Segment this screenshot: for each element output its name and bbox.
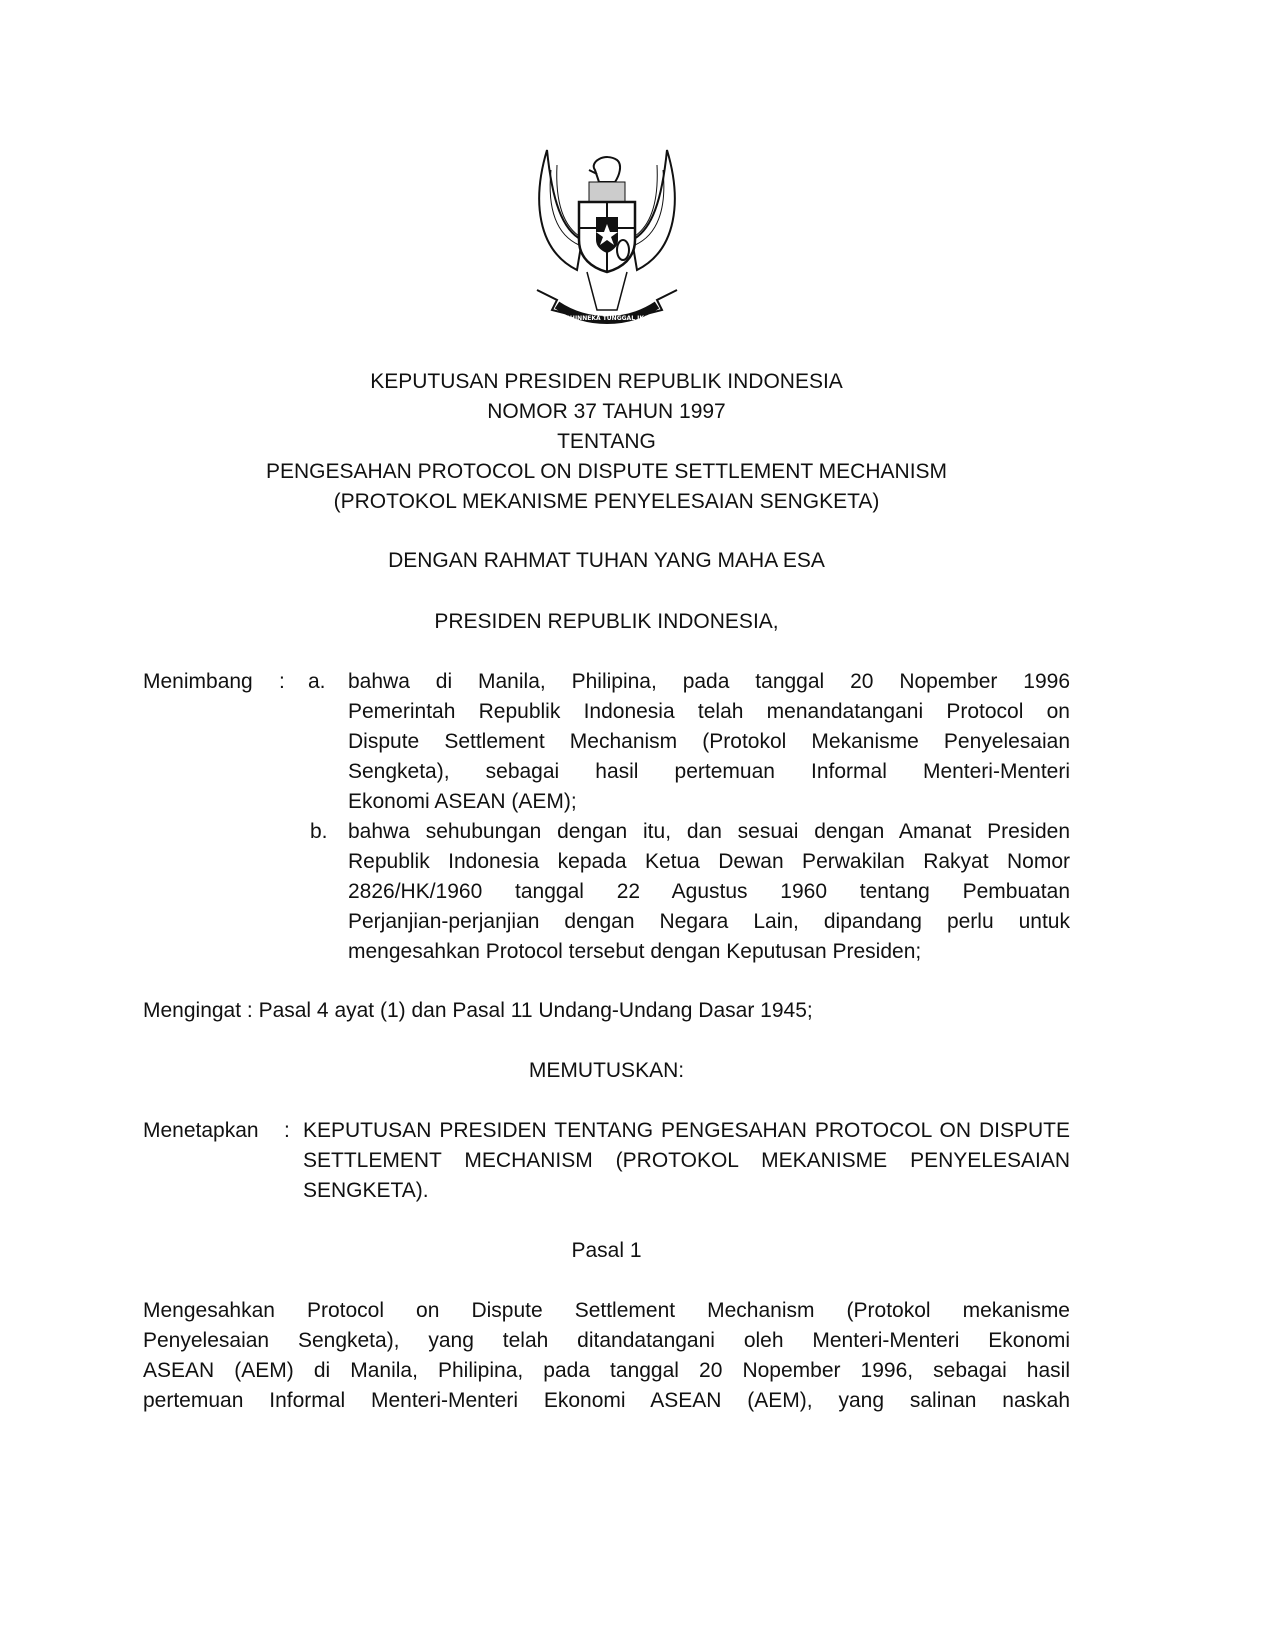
menimbang-label: Menimbang xyxy=(143,670,253,693)
title-subject-translation: (PROTOKOL MEKANISME PENYELESAIAN SENGKETA) xyxy=(333,490,880,513)
text-line: SETTLEMENT MECHANISM (PROTOKOL MEKANISME PENYELESAIAN xyxy=(303,1149,1070,1172)
menimbang-item-a xyxy=(348,667,1070,817)
memutuskan-heading: MEMUTUSKAN: xyxy=(528,1059,685,1082)
garuda-pancasila-emblem xyxy=(527,140,687,340)
title-line: KEPUTUSAN PRESIDEN REPUBLIK INDONESIA xyxy=(370,370,843,393)
menimbang-colon: : xyxy=(279,670,285,693)
text-line: bahwa di Manila, Philipina, pada tanggal 20 Nopember 1996 xyxy=(348,670,1070,693)
text-line: Perjanjian-perjanjian dengan Negara Lain, dipandang perlu untuk xyxy=(348,910,1070,933)
invocation: DENGAN RAHMAT TUHAN YANG MAHA ESA xyxy=(388,549,825,572)
title-subject: PENGESAHAN PROTOCOL ON DISPUTE SETTLEMENT MECHANISM xyxy=(265,460,948,483)
text-line: KEPUTUSAN PRESIDEN TENTANG PENGESAHAN PROTOCOL ON DISPUTE xyxy=(303,1119,1070,1142)
text-line: pertemuan Informal Menteri-Menteri Ekonomi ASEAN (AEM), yang salinan naskah xyxy=(143,1389,1070,1412)
menetapkan-text xyxy=(303,1116,1070,1206)
text-line: Pemerintah Republik Indonesia telah menandatangani Protocol on xyxy=(348,700,1070,723)
menetapkan-colon: : xyxy=(284,1119,290,1142)
title-number: NOMOR 37 TAHUN 1997 xyxy=(487,400,726,423)
text-line: bahwa sehubungan dengan itu, dan sesuai dengan Amanat Presiden xyxy=(348,820,1070,843)
svg-text:BHINNEKA TUNGGAL IKA: BHINNEKA TUNGGAL IKA xyxy=(565,315,649,322)
mengingat: Mengingat : Pasal 4 ayat (1) dan Pasal 11 Undang-Undang Dasar 1945; xyxy=(143,999,813,1022)
text-line: Republik Indonesia kepada Ketua Dewan Perwakilan Rakyat Nomor xyxy=(348,850,1070,873)
text-line: SENGKETA). xyxy=(303,1179,429,1202)
text-line: Penyelesaian Sengketa), yang telah ditandatangani oleh Menteri-Menteri Ekonomi xyxy=(143,1329,1070,1352)
item-marker-b: b. xyxy=(310,820,328,843)
text-line: Dispute Settlement Mechanism (Protokol Mekanisme Penyelesaian xyxy=(348,730,1070,753)
text-line: Mengesahkan Protocol on Dispute Settlement Mechanism (Protokol mekanisme xyxy=(143,1299,1070,1322)
text-line: 2826/HK/1960 tanggal 22 Agustus 1960 tentang Pembuatan xyxy=(348,880,1070,903)
text-line: mengesahkan Protocol tersebut dengan Keputusan Presiden; xyxy=(348,940,922,963)
document-title xyxy=(143,367,1070,517)
title-tentang: TENTANG xyxy=(557,430,656,453)
item-marker-a: a. xyxy=(308,670,326,693)
pasal-1-heading: Pasal 1 xyxy=(571,1239,642,1262)
menimbang-item-b xyxy=(348,817,1070,967)
president-heading: PRESIDEN REPUBLIK INDONESIA, xyxy=(434,610,779,633)
pasal-1-text xyxy=(143,1296,1070,1416)
text-line: Sengketa), sebagai hasil pertemuan Informal Menteri-Menteri xyxy=(348,760,1070,783)
menetapkan-label: Menetapkan xyxy=(143,1119,259,1142)
text-line: Ekonomi ASEAN (AEM); xyxy=(348,790,577,813)
text-line: ASEAN (AEM) di Manila, Philipina, pada tanggal 20 Nopember 1996, sebagai hasil xyxy=(143,1359,1070,1382)
